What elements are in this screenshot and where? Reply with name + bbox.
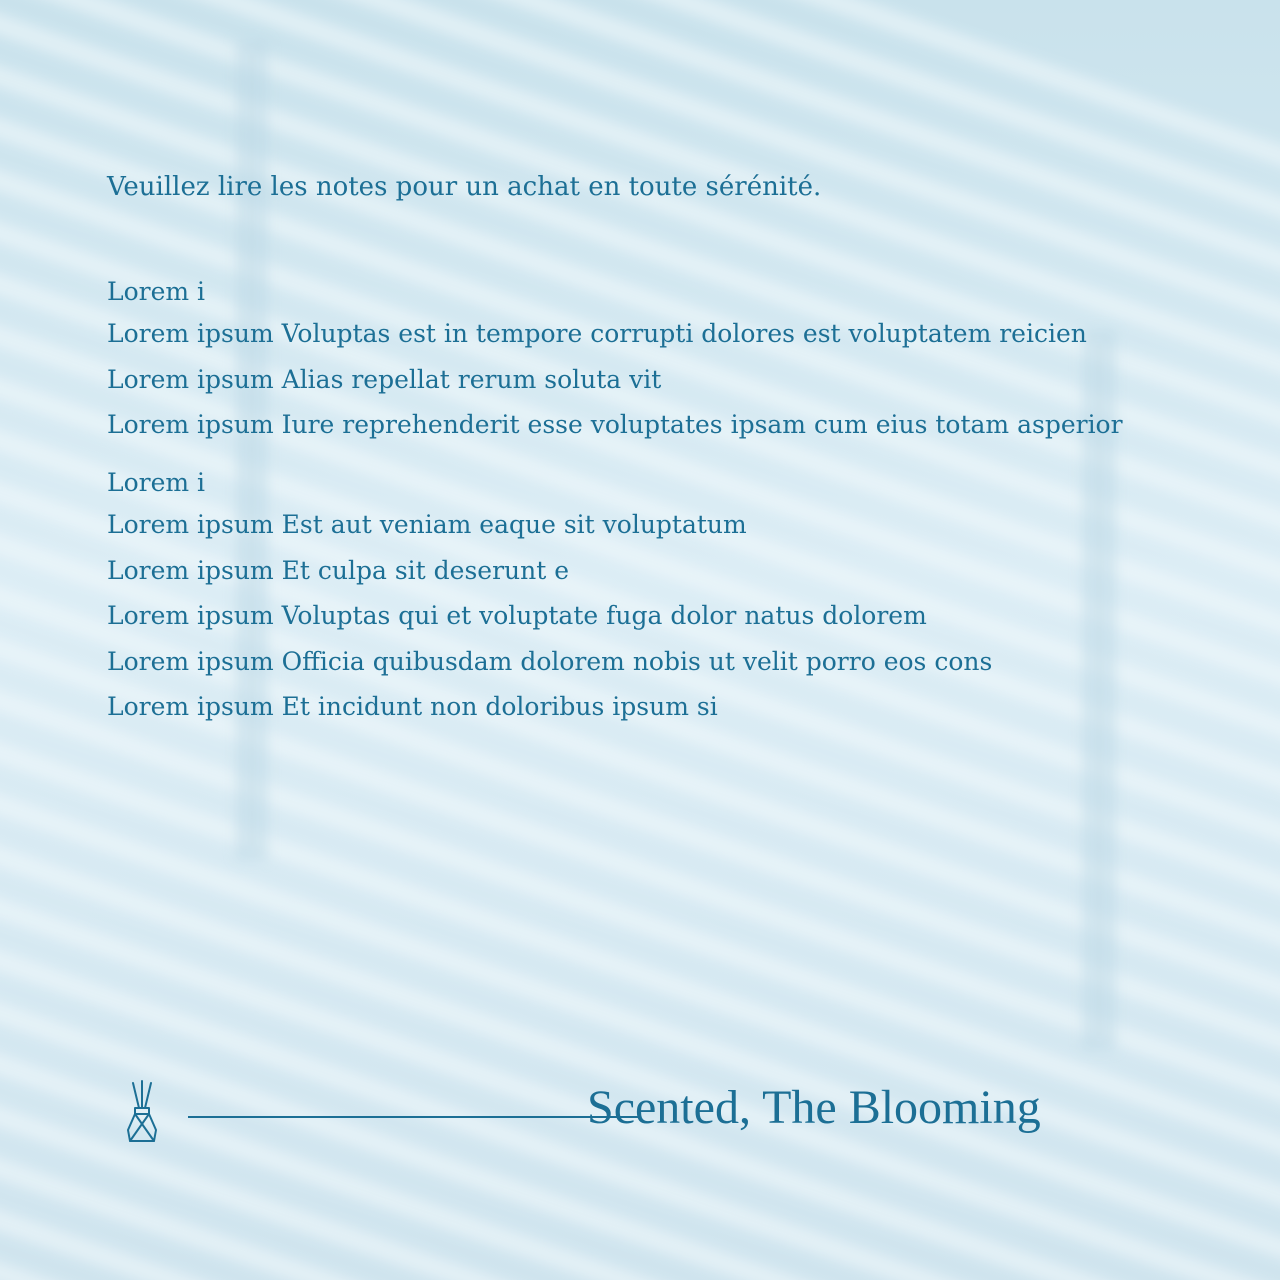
list-item: Lorem ipsum Alias repellat rerum soluta vit xyxy=(107,364,662,394)
list-item: Lorem ipsum Voluptas est in tempore corrupti dolores est voluptatem reicien xyxy=(107,319,1087,348)
notes-group-1 xyxy=(107,273,1123,448)
list-item: Lorem ipsum Voluptas qui et voluptate fuga dolor natus dolorem xyxy=(107,601,927,630)
reed-diffuser-icon xyxy=(124,1078,160,1148)
notes-group-2 xyxy=(107,464,992,730)
list-item: Lorem ipsum Et culpa sit deserunt e xyxy=(107,555,570,585)
list-item: Lorem ipsum Officia quibusdam dolorem nobis ut velit porro eos cons xyxy=(107,646,993,676)
footer-divider xyxy=(188,1116,638,1118)
brand-name: Scented, The Blooming xyxy=(587,1081,1041,1134)
group-heading: Lorem i xyxy=(107,468,206,497)
list-item: Lorem ipsum Est aut veniam eaque sit voluptatum xyxy=(107,510,747,539)
list-item: Lorem ipsum Iure reprehenderit esse voluptates ipsam cum eius totam asperior xyxy=(107,410,1123,439)
intro-text: Veuillez lire les notes pour un achat en toute sérénité. xyxy=(107,172,822,202)
list-item: Lorem ipsum Et incidunt non doloribus ipsum si xyxy=(107,692,718,721)
group-heading: Lorem i xyxy=(107,277,206,306)
